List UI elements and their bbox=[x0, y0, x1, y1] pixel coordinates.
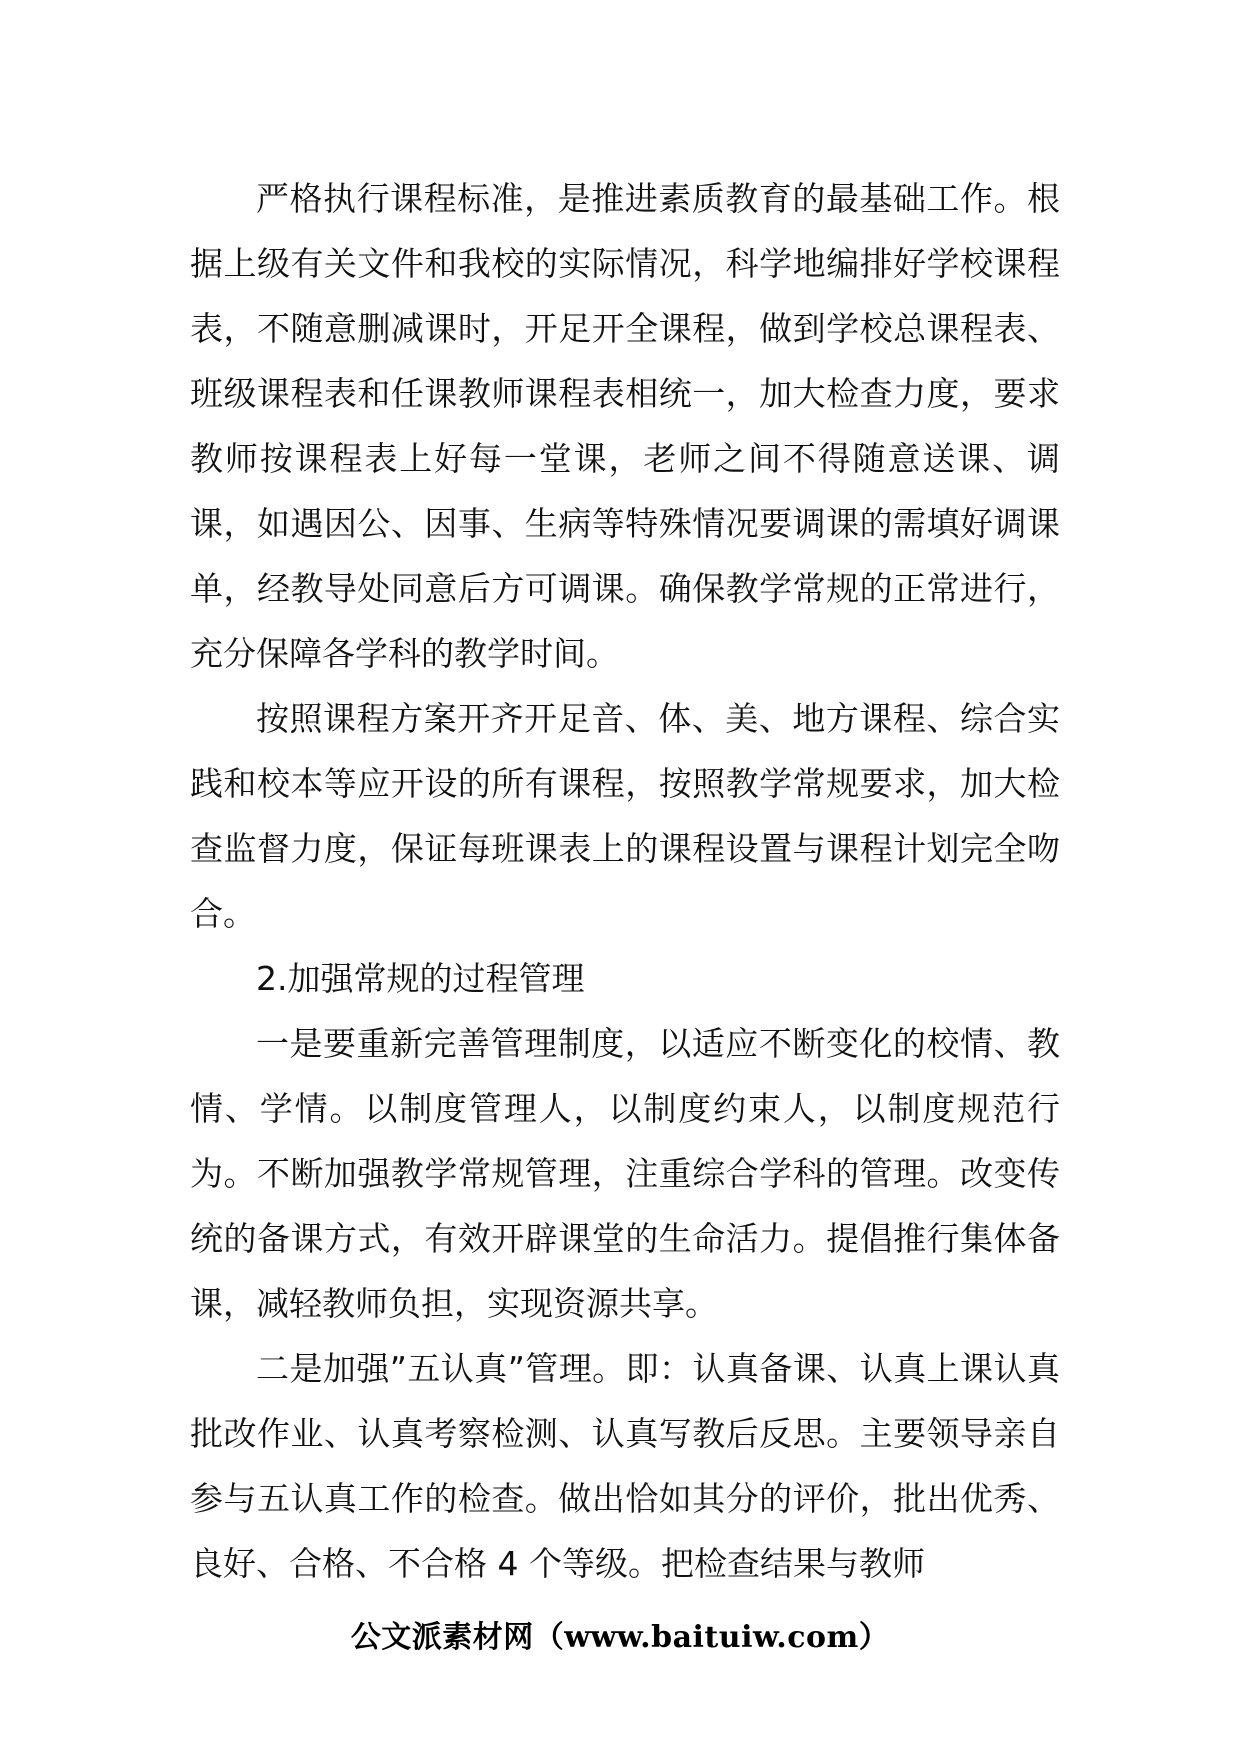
paragraph-management-system: 一是要重新完善管理制度，以适应不断变化的校情、教情、学情。以制度管理人，以制度约束人，以制度规范行为。不断加强教学常规管理，注重综合学科的管理。改变传统的备课方式，有效开辟课堂的生命活力。提倡推行集体备课，减轻教师负担，实现资源共享。 bbox=[190, 1024, 1060, 1323]
document-body bbox=[190, 166, 1060, 1596]
paragraph-five-earnest: 二是加强”五认真”管理。即：认真备课、认真上课认真批改作业、认真考察检测、认真写教后反思。主要领导亲自参与五认真工作的检查。做出恰如其分的评价，批出优秀、良好、合格、不合格 4 个等级。把检查结果与教师 bbox=[190, 1349, 1060, 1583]
paragraph-curriculum-standard: 严格执行课程标准，是推进素质教育的最基础工作。根据上级有关文件和我校的实际情况，科学地编排好学校课程表，不随意删减课时，开足开全课程，做到学校总课程表、班级课程表和任课教师课程表相统一，加大检查力度，要求教师按课程表上好每一堂课，老师之间不得随意送课、调课，如遇因公、因事、生病等特殊情况要调课的需填好调课单，经教导处同意后方可调课。确保教学常规的正常进行，充分保障各学科的教学时间。 bbox=[190, 179, 1060, 673]
footer-watermark: 公文派素材网（www.baituiw.com） bbox=[350, 1620, 890, 1655]
paragraph-curriculum-plan: 按照课程方案开齐开足音、体、美、地方课程、综合实践和校本等应开设的所有课程，按照教学常规要求，加大检查监督力度，保证每班课表上的课程设置与课程计划完全吻合。 bbox=[190, 699, 1060, 933]
section-heading: 2.加强常规的过程管理 bbox=[256, 959, 585, 998]
